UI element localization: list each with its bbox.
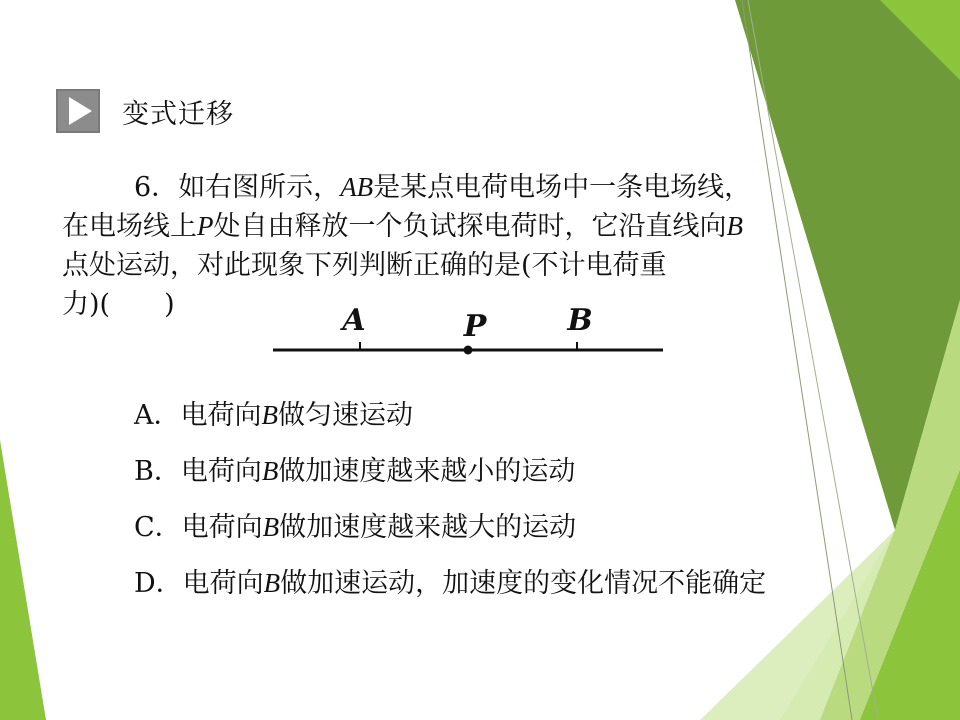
point-b-label: B [261,456,279,486]
section-title: 变式迁移 [122,98,234,130]
point-b-label: B [726,211,743,241]
option-letter: B． [134,456,181,487]
option-text: 做加速运动，加速度的变化情况不能确定 [280,568,767,599]
option-letter: A． [134,400,181,431]
point-b-label: B [263,568,281,598]
section-header [56,88,234,134]
option-text: 电荷向 [180,456,262,487]
option-text: 电荷向 [182,568,264,599]
field-line-diagram [270,300,670,362]
option-text: 做匀速运动 [278,400,413,431]
point-b-label: B [262,512,280,542]
point-b-label: B [261,400,278,430]
option-a[interactable] [134,395,766,451]
option-c[interactable] [134,507,766,563]
option-text: 做加速度越来越大的运动 [279,512,577,543]
option-text: 电荷向 [180,400,262,431]
option-text: 电荷向 [181,512,263,543]
play-triangle-icon [56,89,100,133]
question-fragment: 力)( ) [62,289,175,320]
play-triangle-glyph [58,91,98,131]
diagram-label-a: A [342,303,366,338]
diagram-label-b: B [567,303,593,338]
left-green-strip [0,440,46,720]
option-b[interactable] [134,451,766,507]
point-p-dot [464,346,473,355]
option-d[interactable] [134,563,766,619]
option-letter: D． [134,568,183,599]
question-fragment: 在电场线上 [62,211,197,242]
question-line-1 [62,168,878,207]
question-line-2 [62,207,878,246]
question-number: 6． [134,172,179,203]
question-fragment: 是某点电荷电场中一条电场线， [373,172,752,203]
point-p-label: P [197,211,214,241]
question-fragment: 点处运动，对此现象下列判断正确的是(不计电荷重 [62,250,667,281]
question-fragment: 处自由释放一个负试探电荷时，它沿直线向 [213,211,727,242]
question-line-3 [62,246,878,285]
answer-options [134,395,766,619]
question-fragment: 如右图所示， [178,172,341,203]
diagram-label-p: P [463,309,487,344]
option-text: 做加速度越来越小的运动 [278,456,576,487]
option-letter: C． [134,512,182,543]
segment-ab-label: AB [340,172,374,202]
